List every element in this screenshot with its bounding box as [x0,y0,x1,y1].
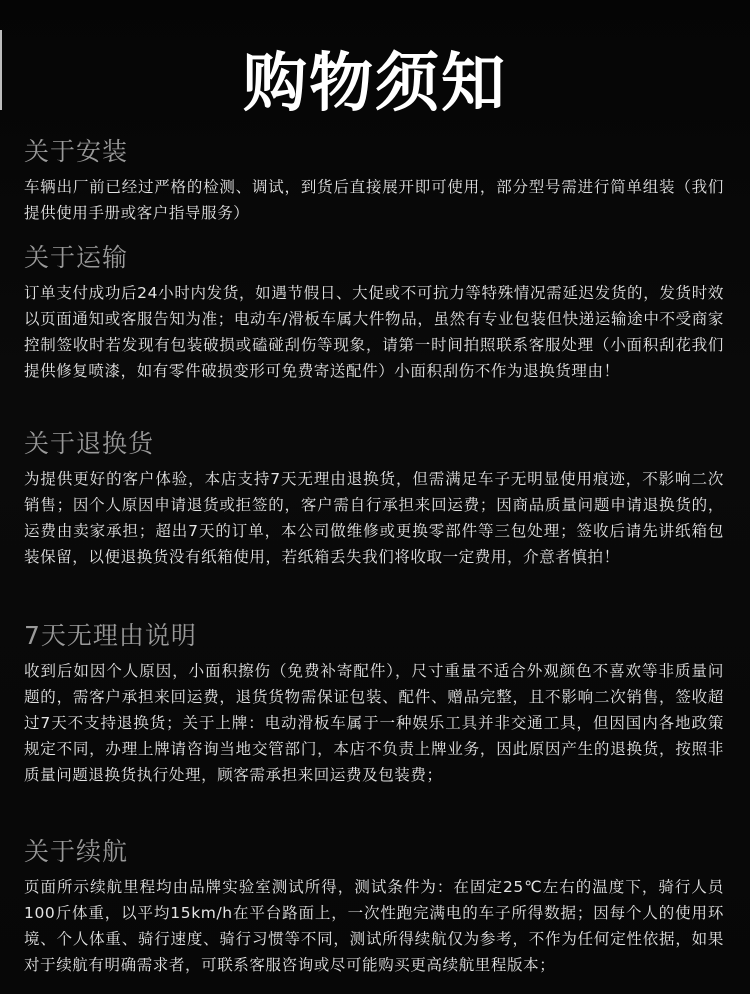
section-returns [24,428,724,570]
section-shipping [24,242,724,384]
section-heading: 关于退换货 [24,429,155,458]
section-heading: 关于安装 [24,137,129,166]
section-body: 订单支付成功后24小时内发货，如遇节假日、大促或不可抗力等特殊情况需延迟发货的，发货时效以页面通知或客服告知为准；电动车/滑板车属大件物品，虽然有专业包装但快递运输途中不受商家控制签收时若发现有包装破损或磕碰刮伤等现象，请第一时间拍照联系客服处理（小面积刮花我们提供修复喷漆，如有零件破损变形可免费寄送配件）小面积刮伤不作为退换货理由！ [24,284,724,380]
section-heading: 关于运输 [24,243,129,272]
page-title: 购物须知 [243,47,507,121]
section-body: 收到后如因个人原因，小面积擦伤（免费补寄配件），尺寸重量不适合外观颜色不喜欢等非质量问题的，需客户承担来回运费，退货货物需保证包装、配件、赠品完整，且不影响二次销售，签收超过7天不支持退换货；关于上牌：电动滑板车属于一种娱乐工具并非交通工具，但因国内各地政策规定不同，办理上牌请咨询当地交管部门，本店不负责上牌业务，因此原因产生的退换货，按照非质量问题退换货执行处理，顾客需承担来回运费及包装费； [24,662,724,784]
section-heading: 关于续航 [24,837,129,866]
section-battery-range [24,836,724,978]
section-installation [24,136,724,226]
section-body: 车辆出厂前已经过严格的检测、调试，到货后直接展开即可使用，部分型号需进行简单组装（我们提供使用手册或客户指导服务） [24,178,724,222]
section-body: 为提供更好的客户体验，本店支持7天无理由退换货，但需满足车子无明显使用痕迹，不影响二次销售；因个人原因申请退货或拒签的，客户需自行承担来回运费；因商品质量问题申请退换货的，运费由卖家承担；超出7天的订单，本公司做维修或更换零部件等三包处理；签收后请先讲纸箱包装保留，以便退换货没有纸箱使用，若纸箱丢失我们将收取一定费用，介意者慎拍！ [24,470,724,566]
section-7day-return-policy [24,620,724,788]
section-heading: 7天无理由说明 [24,621,197,650]
section-body: 页面所示续航里程均由品牌实验室测试所得，测试条件为：在固定25℃左右的温度下，骑行人员100斤体重，以平均15km/h在平台路面上，一次性跑完满电的车子所得数据；因每个人的使用环境、个人体重、骑行速度、骑行习惯等不同，测试所得续航仅为参考，不作为任何定性依据，如果对于续航有明确需求者，可联系客服咨询或尽可能购买更高续航里程版本； [24,878,724,974]
